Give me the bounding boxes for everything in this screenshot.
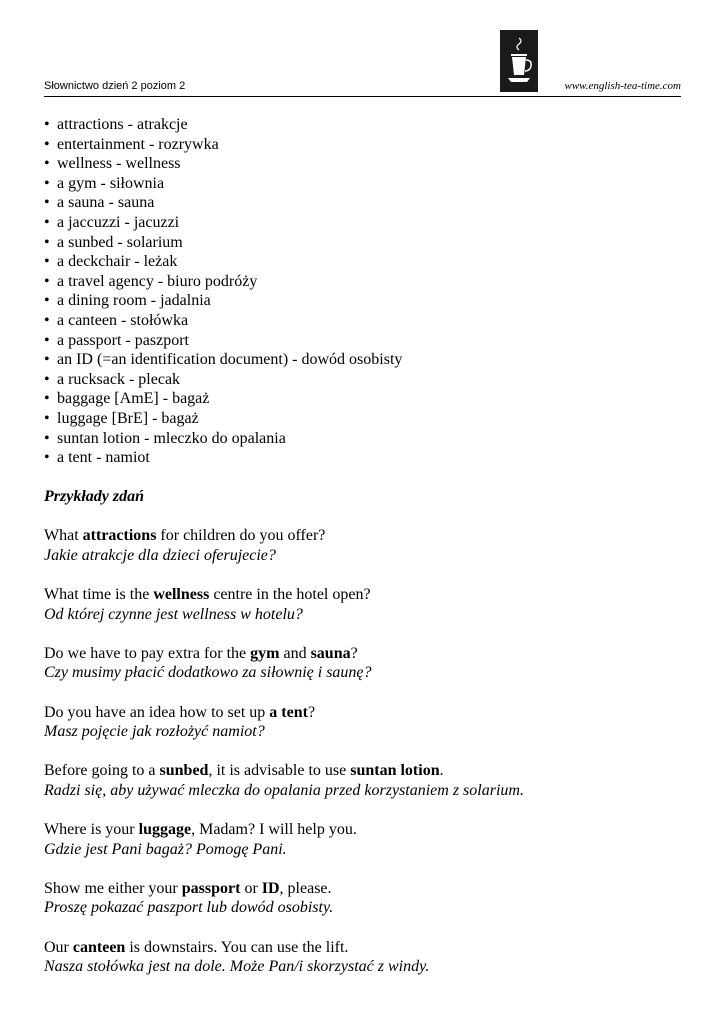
vocabulary-item: • baggage [AmE] - bagaż	[44, 389, 402, 409]
key-term: attractions	[82, 527, 157, 545]
example-sentences	[44, 487, 524, 977]
example-polish: Od której czynne jest wellness w hotelu?	[44, 605, 303, 623]
key-term: sunbed	[159, 762, 209, 780]
vocabulary-item: • entertainment - rozrywka	[44, 135, 402, 155]
vocabulary-item: • attractions - atrakcje	[44, 115, 402, 135]
example-pair	[44, 585, 524, 624]
example-polish: Gdzie jest Pani bagaż? Pomogę Pani.	[44, 840, 287, 858]
vocabulary-item: • an ID (=an identification document) - dowód osobisty	[44, 350, 402, 370]
example-english	[44, 938, 524, 958]
example-polish: Masz pojęcie jak rozłożyć namiot?	[44, 723, 265, 741]
key-term: wellness	[153, 585, 210, 603]
header-divider	[44, 96, 681, 97]
example-polish: Czy musimy płacić dodatkowo za siłownię i saunę?	[44, 664, 372, 682]
example-english	[44, 879, 524, 899]
example-english	[44, 526, 524, 546]
example-polish: Proszę pokazać paszport lub dowód osobisty.	[44, 899, 334, 917]
key-term: passport	[181, 879, 241, 897]
vocabulary-item: • a rucksack - plecak	[44, 370, 402, 390]
vocabulary-item: • a tent - namiot	[44, 448, 402, 468]
example-pair	[44, 703, 524, 742]
sentence-text: Before going to a	[44, 762, 160, 780]
sentence-text: centre in the hotel open?	[209, 585, 371, 603]
key-term: gym	[250, 644, 280, 662]
teacup-logo	[500, 30, 538, 92]
sentence-text: for children do you offer?	[156, 527, 326, 545]
vocabulary-item: • wellness - wellness	[44, 154, 402, 174]
sentence-text: .	[439, 762, 444, 780]
key-term: a tent	[269, 703, 308, 721]
sentence-text: Do you have an idea how to set up	[44, 703, 270, 721]
example-pair	[44, 938, 524, 977]
example-polish: Nasza stołówka jest na dole. Może Pan/i skorzystać z windy.	[44, 958, 430, 976]
example-english	[44, 820, 524, 840]
example-pair	[44, 820, 524, 859]
sentence-text: What	[44, 527, 83, 545]
sentence-text: What time is the	[44, 585, 154, 603]
page-title: Słownictwo dzień 2 poziom 2	[44, 80, 186, 92]
website-url: www.english-tea-time.com	[564, 80, 681, 92]
example-pair	[44, 644, 524, 683]
examples-heading: Przykłady zdań	[44, 488, 144, 505]
key-term: ID	[261, 879, 280, 897]
sentence-text: Our	[44, 938, 73, 956]
vocabulary-list	[44, 115, 402, 468]
example-english	[44, 585, 524, 605]
vocabulary-item: • a canteen - stołówka	[44, 311, 402, 331]
sentence-text: , Madam? I will help you.	[191, 821, 357, 839]
example-pair	[44, 879, 524, 918]
example-english	[44, 761, 524, 781]
sentence-text: ?	[350, 644, 358, 662]
example-polish: Radzi się, aby używać mleczka do opalania przed korzystaniem z solarium.	[44, 781, 524, 799]
example-pair	[44, 526, 524, 565]
example-pair	[44, 761, 524, 800]
key-term: canteen	[72, 938, 126, 956]
teacup-logo-icon	[500, 30, 538, 92]
vocabulary-item: • a gym - siłownia	[44, 174, 402, 194]
key-term: suntan lotion	[350, 762, 440, 780]
vocabulary-item: • a passport - paszport	[44, 331, 402, 351]
vocabulary-item: • a sauna - sauna	[44, 193, 402, 213]
example-english	[44, 703, 524, 723]
sentence-text: or	[240, 879, 262, 897]
vocabulary-item: • a dining room - jadalnia	[44, 291, 402, 311]
vocabulary-item: • a deckchair - leżak	[44, 252, 402, 272]
sentence-text: Show me either your	[44, 879, 182, 897]
sentence-text: Where is your	[44, 821, 139, 839]
sentence-text: Do we have to pay extra for the	[44, 644, 251, 662]
example-polish: Jakie atrakcje dla dzieci oferujecie?	[44, 546, 276, 564]
example-english	[44, 644, 524, 664]
vocabulary-item: • suntan lotion - mleczko do opalania	[44, 429, 402, 449]
sentence-text: , please.	[279, 879, 332, 897]
sentence-text: and	[279, 644, 311, 662]
sentence-text: ?	[307, 703, 316, 721]
key-term: sauna	[310, 644, 351, 662]
key-term: luggage	[138, 821, 192, 839]
sentence-text: , it is advisable to use	[208, 762, 351, 780]
vocabulary-item: • a travel agency - biuro podróży	[44, 272, 402, 292]
vocabulary-item: • luggage [BrE] - bagaż	[44, 409, 402, 429]
sentence-text: is downstairs. You can use the lift.	[125, 938, 349, 956]
vocabulary-item: • a sunbed - solarium	[44, 233, 402, 253]
vocabulary-item: • a jaccuzzi - jacuzzi	[44, 213, 402, 233]
